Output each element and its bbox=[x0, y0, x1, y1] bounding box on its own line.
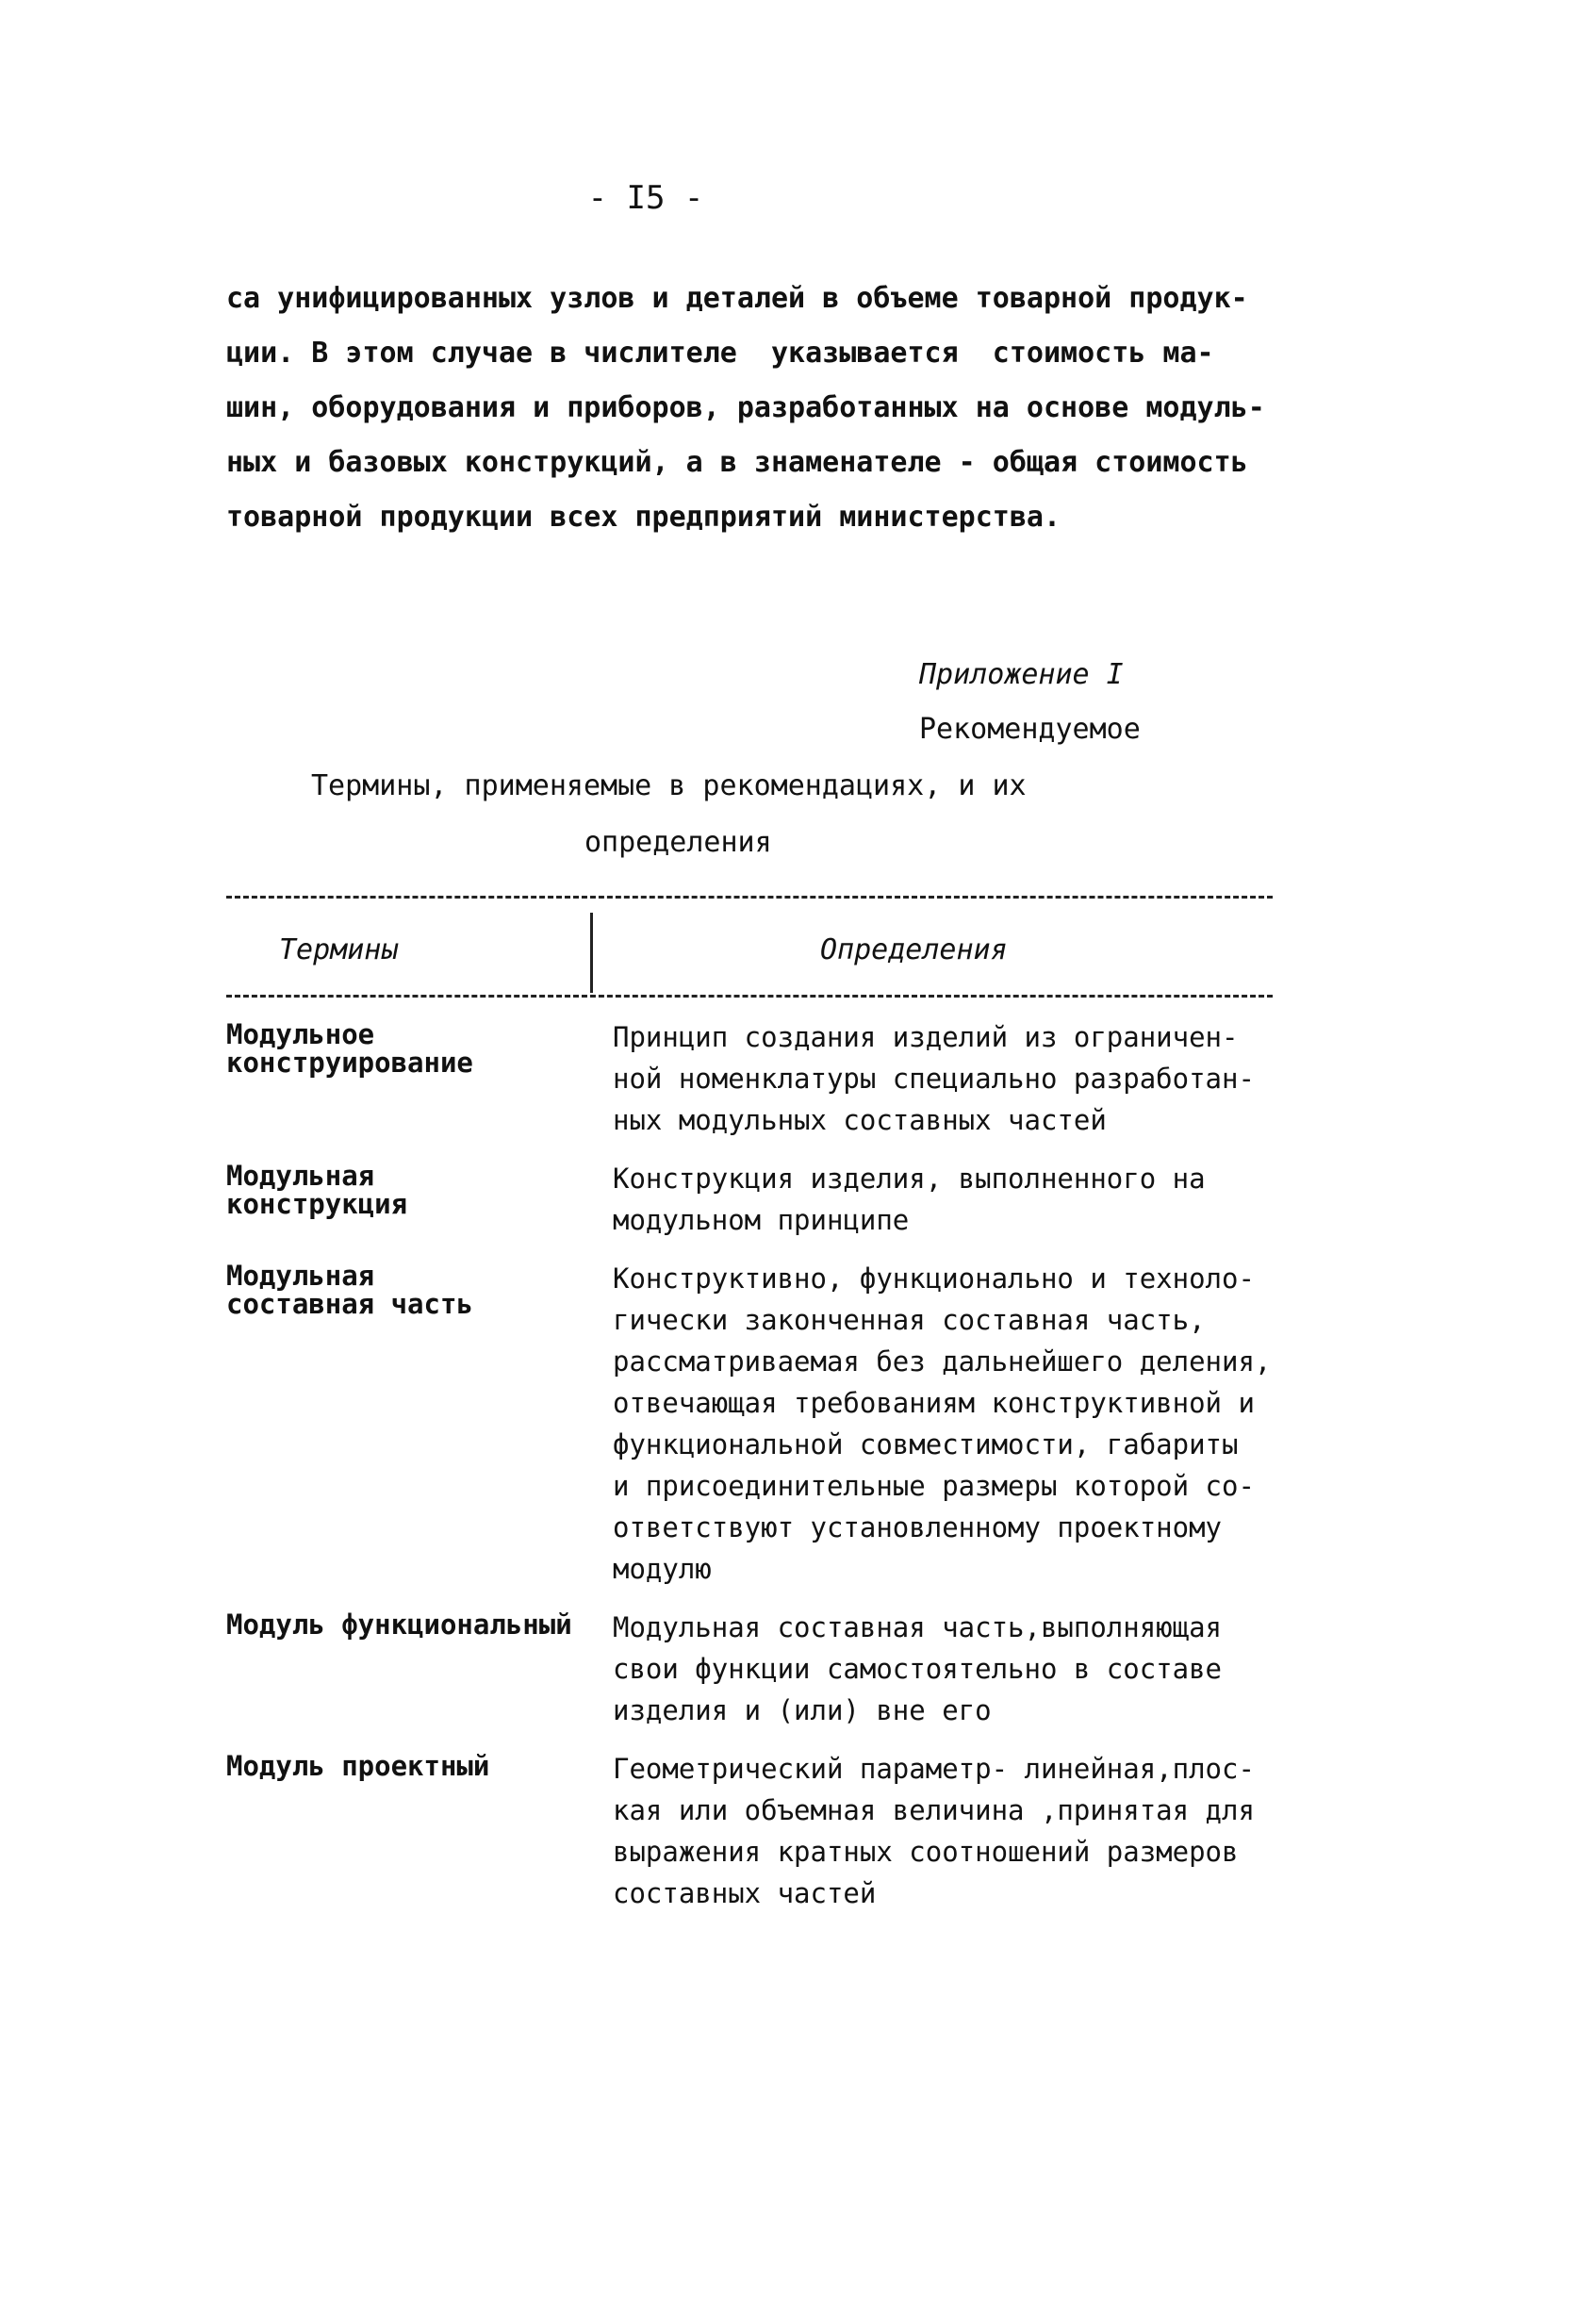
definition-line: ных модульных составных частей bbox=[613, 1104, 1107, 1136]
term-cell bbox=[226, 1258, 613, 1590]
term-line: конструкция bbox=[226, 1188, 408, 1220]
definition-line: составных частей bbox=[613, 1877, 877, 1909]
header-terms: Термины bbox=[279, 933, 399, 966]
table-title-line2: определения bbox=[584, 826, 772, 859]
page-number: - I5 - bbox=[587, 179, 704, 217]
definition-line: свои функции самостоятельно в составе bbox=[613, 1653, 1223, 1685]
table-row bbox=[226, 1258, 1292, 1590]
table-column-separator bbox=[590, 913, 593, 993]
intro-line: шин, оборудования и приборов, разработанных на основе модуль- bbox=[226, 391, 1265, 424]
definition-cell bbox=[613, 1016, 1292, 1141]
definition-line: и присоединительные размеры которой со- bbox=[613, 1470, 1255, 1502]
intro-line: ных и базовых конструкций, а в знаменателе - общая стоимость bbox=[226, 446, 1248, 479]
term-cell bbox=[226, 1016, 613, 1141]
definition-line: выражения кратных соотношений размеров bbox=[613, 1836, 1239, 1868]
definition-line: модульном принципе bbox=[613, 1204, 910, 1236]
header-definitions: Определения bbox=[820, 933, 1008, 966]
term-line: конструирование bbox=[226, 1047, 473, 1079]
intro-line: ции. В этом случае в числителе указывается стоимость ма- bbox=[226, 337, 1214, 370]
definition-cell bbox=[613, 1607, 1292, 1731]
definition-line: Конструктивно, функционально и техноло- bbox=[613, 1262, 1255, 1295]
definition-line: рассматриваемая без дальнейшего деления, bbox=[613, 1345, 1272, 1378]
table-row bbox=[226, 1748, 1292, 1914]
definition-line: модулю bbox=[613, 1553, 712, 1585]
definition-line: гически законченная составная часть, bbox=[613, 1304, 1206, 1336]
definition-line: кая или объемная величина ,принятая для bbox=[613, 1794, 1255, 1826]
table-row bbox=[226, 1607, 1292, 1731]
definition-line: ответствуют установленному проектному bbox=[613, 1511, 1223, 1543]
intro-line: са унифицированных узлов и деталей в объеме товарной продук- bbox=[226, 282, 1248, 315]
definition-cell bbox=[613, 1258, 1292, 1590]
term-cell bbox=[226, 1607, 613, 1731]
term-line: составная часть bbox=[226, 1288, 473, 1320]
intro-line: товарной продукции всех предприятий министерства. bbox=[226, 501, 1061, 534]
table-top-rule bbox=[226, 896, 1273, 899]
term-line: Модуль функциональный bbox=[226, 1609, 572, 1641]
definition-line: изделия и (или) вне его bbox=[613, 1694, 992, 1726]
term-cell bbox=[226, 1748, 613, 1914]
term-line: Модульная bbox=[226, 1160, 375, 1192]
term-line: Модуль проектный bbox=[226, 1750, 490, 1782]
definition-cell bbox=[613, 1158, 1292, 1241]
definition-line: Конструкция изделия, выполненного на bbox=[613, 1163, 1206, 1195]
table-header-rule bbox=[226, 995, 1273, 998]
appendix-title: Приложение I bbox=[919, 658, 1124, 691]
intro-paragraph bbox=[226, 272, 1301, 545]
definition-line: Геометрический параметр- линейная,плос- bbox=[613, 1753, 1255, 1785]
definition-line: функциональной совместимости, габариты bbox=[613, 1428, 1239, 1460]
term-cell bbox=[226, 1158, 613, 1241]
appendix-status: Рекомендуемое bbox=[919, 713, 1141, 746]
definition-line: Модульная составная часть,выполняющая bbox=[613, 1611, 1223, 1643]
definition-line: Принцип создания изделий из ограничен- bbox=[613, 1021, 1239, 1053]
term-line: Модульное bbox=[226, 1018, 375, 1050]
terms-table bbox=[226, 1016, 1292, 1931]
definition-cell bbox=[613, 1748, 1292, 1914]
definition-line: ной номенклатуры специально разработан- bbox=[613, 1063, 1255, 1095]
term-line: Модульная bbox=[226, 1260, 375, 1292]
table-row bbox=[226, 1016, 1292, 1141]
table-title-line1: Термины, применяемые в рекомендациях, и их bbox=[311, 769, 1027, 802]
table-row bbox=[226, 1158, 1292, 1241]
definition-line: отвечающая требованиям конструктивной и bbox=[613, 1387, 1255, 1419]
